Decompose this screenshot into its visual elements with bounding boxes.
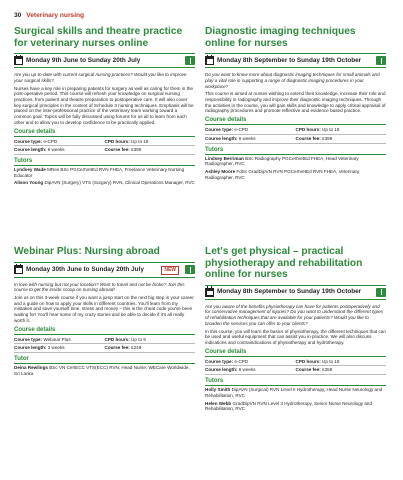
book-icon bbox=[376, 56, 386, 65]
details-row bbox=[14, 138, 195, 147]
course-date-bar bbox=[14, 53, 195, 68]
details-row bbox=[14, 336, 195, 345]
course-date-bar bbox=[205, 53, 386, 68]
course-body: Nurses have a key role in preparing patients for surgery as well as caring for them in the post-operative period. This course will refresh your knowledge on surgical nursing practices, from patient and theatre preparation to postoperative care. It will also cover key surgical principles in the context of Schedule 3 nursing techniques. Emphasis will be placed on the inter-professional practice of the veterinary team working toward a common goal. Topics will be fully discussed using forums for us all to learn from each other and to allow you to develop confidence to be practically applied. bbox=[14, 85, 194, 125]
tutor-entry: Deina Rewlings BSc VN CertECC VTS(ECC) RVN, Head Nurse, WECare Worldwide, Sri Lanka bbox=[14, 364, 190, 376]
page-header bbox=[14, 12, 84, 19]
course-length: Course length: 6 weeks bbox=[14, 147, 65, 153]
course-diagnostic-imaging bbox=[205, 26, 386, 182]
course-details-heading: Course details bbox=[14, 327, 195, 335]
section-title: Veterinary nursing bbox=[26, 12, 85, 19]
course-title: Webinar Plus: Nursing abroad bbox=[14, 246, 160, 257]
course-type: Course type: Webinar Plus bbox=[14, 336, 71, 342]
course-body: In this course, you will learn the basics of physiotherapy, the different techniques that can be used and useful equipment that can assist you in practice. We will also discuss indications and contraindications of physiotherapy and hydrotherapy. bbox=[205, 328, 386, 345]
details-row bbox=[205, 366, 386, 375]
course-intro: Are you up-to-date with current surgical nursing practices? Would you like to improve your surgical skills? bbox=[14, 72, 187, 83]
details-row bbox=[205, 126, 386, 135]
course-date-bar bbox=[205, 285, 386, 300]
course-surgical-skills bbox=[14, 26, 195, 188]
course-fee: Course fee: £359 bbox=[295, 367, 333, 373]
book-icon bbox=[185, 265, 195, 274]
cpd-hours: CPD hours: Up to 18 bbox=[104, 138, 149, 144]
course-details bbox=[14, 336, 195, 353]
tutor-entry: Helen Webb GradDipVN RVN Level 3 Hydrotherapy, Senior Nurse Neurology and Rehabilitation, RVC bbox=[205, 400, 372, 412]
course-length: Course length: 6 weeks bbox=[205, 367, 256, 373]
tutor-entry: Alison Young DipAVN (Surgery) VTS (Surgery) RVN, Clinical Operations Manager, RVC bbox=[14, 180, 195, 186]
course-date: Monday 9th June to Sunday 20th July bbox=[26, 56, 141, 64]
course-date: Monday 8th September to Sunday 19th October bbox=[217, 288, 362, 296]
course-type: Course type: e-CPD bbox=[14, 138, 58, 144]
calendar-icon bbox=[14, 56, 23, 65]
course-date: Monday 8th September to Sunday 19th October bbox=[217, 56, 362, 64]
calendar-icon bbox=[205, 288, 214, 297]
cpd-hours: CPD hours: Up to 9 bbox=[104, 336, 146, 342]
calendar-icon bbox=[205, 56, 214, 65]
course-nursing-abroad bbox=[14, 246, 195, 378]
tutor-entry: Lindsey Berriman BSc Radiography PGCertVetEd FHEA, Head Veterinary Radiographer, RVC bbox=[205, 155, 359, 167]
course-length: Course length: 3 weeks bbox=[14, 345, 65, 351]
tutors-heading: Tutor bbox=[14, 356, 195, 364]
course-title: Let's get physical – practical physiotherapy and rehabilitation online for nurses bbox=[205, 246, 363, 281]
calendar-icon bbox=[14, 265, 23, 274]
course-fee: Course fee: £399 bbox=[104, 147, 142, 153]
course-title: Surgical skills and theatre practice for veterinary nurses online bbox=[14, 26, 183, 49]
course-details bbox=[205, 358, 386, 375]
tutors-heading: Tutors bbox=[14, 158, 195, 166]
course-date: Monday 30th June to Sunday 20th July bbox=[26, 265, 144, 273]
details-row bbox=[14, 146, 195, 155]
course-details-heading: Course details bbox=[205, 117, 386, 125]
details-row bbox=[205, 358, 386, 367]
course-details-heading: Course details bbox=[205, 349, 386, 357]
book-icon bbox=[376, 288, 386, 297]
course-intro: Do you want to know more about diagnostic imaging techniques for small animals and play a vital role in supporting a range of diagnostic imaging procedures in your workplace? bbox=[205, 72, 380, 89]
tutor-entry: Lyndsey Wade MRes BSc PGCertVetEd RVN FHEA, Freelance Veterinary Nursing Educator bbox=[14, 166, 185, 178]
course-intro: Are you aware of the benefits physiotherapy can have for patients postoperatively and for conservative management of injuries? Do you want to understand the different types of rehabilitation techniques that are available for your patients? Would you like to broaden the services you can offer to your clients? bbox=[205, 303, 383, 326]
course-body: This course is aimed at nurses wishing to extend their knowledge, increase their role and responsibility in radiography and improve their diagnostic imaging techniques. Through the activities in the course, you will gain skills and knowledge to apply critical appraisal of radiography procedures and promote reflective and evidence based practice. bbox=[205, 91, 386, 114]
course-fee: Course fee: £399 bbox=[295, 135, 333, 141]
cpd-hours: CPD hours: Up to 18 bbox=[295, 127, 340, 133]
course-body: Join us on this 3-week course if you want a jump start on the next big step in your career and a guide on how to apply your skills in different countries. You'll learn from my mistakes and save yourself time, stress and money – this is the cheat code you've been waiting for! You'll hear some of my crazy stories and be able to decide if it's all really worth it. bbox=[14, 295, 194, 323]
course-length: Course length: 6 weeks bbox=[205, 135, 256, 141]
details-row bbox=[205, 135, 386, 144]
course-physiotherapy bbox=[205, 246, 386, 414]
cpd-hours: CPD hours: Up to 18 bbox=[295, 358, 340, 364]
tutors-heading: Tutors bbox=[205, 378, 386, 386]
details-row bbox=[14, 344, 195, 353]
course-type: Course type: e-CPD bbox=[205, 358, 249, 364]
course-fee: Course fee: £249 bbox=[104, 345, 142, 351]
course-details bbox=[14, 138, 195, 155]
course-details-heading: Course details bbox=[14, 129, 195, 137]
course-details bbox=[205, 126, 386, 143]
tutor-entry: Holly Smith DipAVN (Surgical) RVN Level II Hydrotherapy, Head Nurse Neurology and Rehabilitation, RVC bbox=[205, 387, 383, 398]
course-date-bar bbox=[14, 262, 195, 278]
page-number: 30 bbox=[14, 12, 22, 19]
course-intro: In love with nursing but not your location? Want to travel and not be broke? Join this course to get the inside scoop on nursing abroad! bbox=[14, 281, 185, 293]
tutor-entry: Ashley Moore FdSc GradDipVN RVN PGCertVetEd RVN FHEA, Veterinary Radiographer, RVC bbox=[205, 168, 360, 180]
new-badge: NEW bbox=[161, 266, 179, 275]
course-title: Diagnostic imaging techniques online for nurses bbox=[205, 26, 356, 49]
course-type: Course type: e-CPD bbox=[205, 127, 249, 133]
book-icon bbox=[185, 56, 195, 65]
tutors-heading: Tutors bbox=[205, 147, 386, 155]
